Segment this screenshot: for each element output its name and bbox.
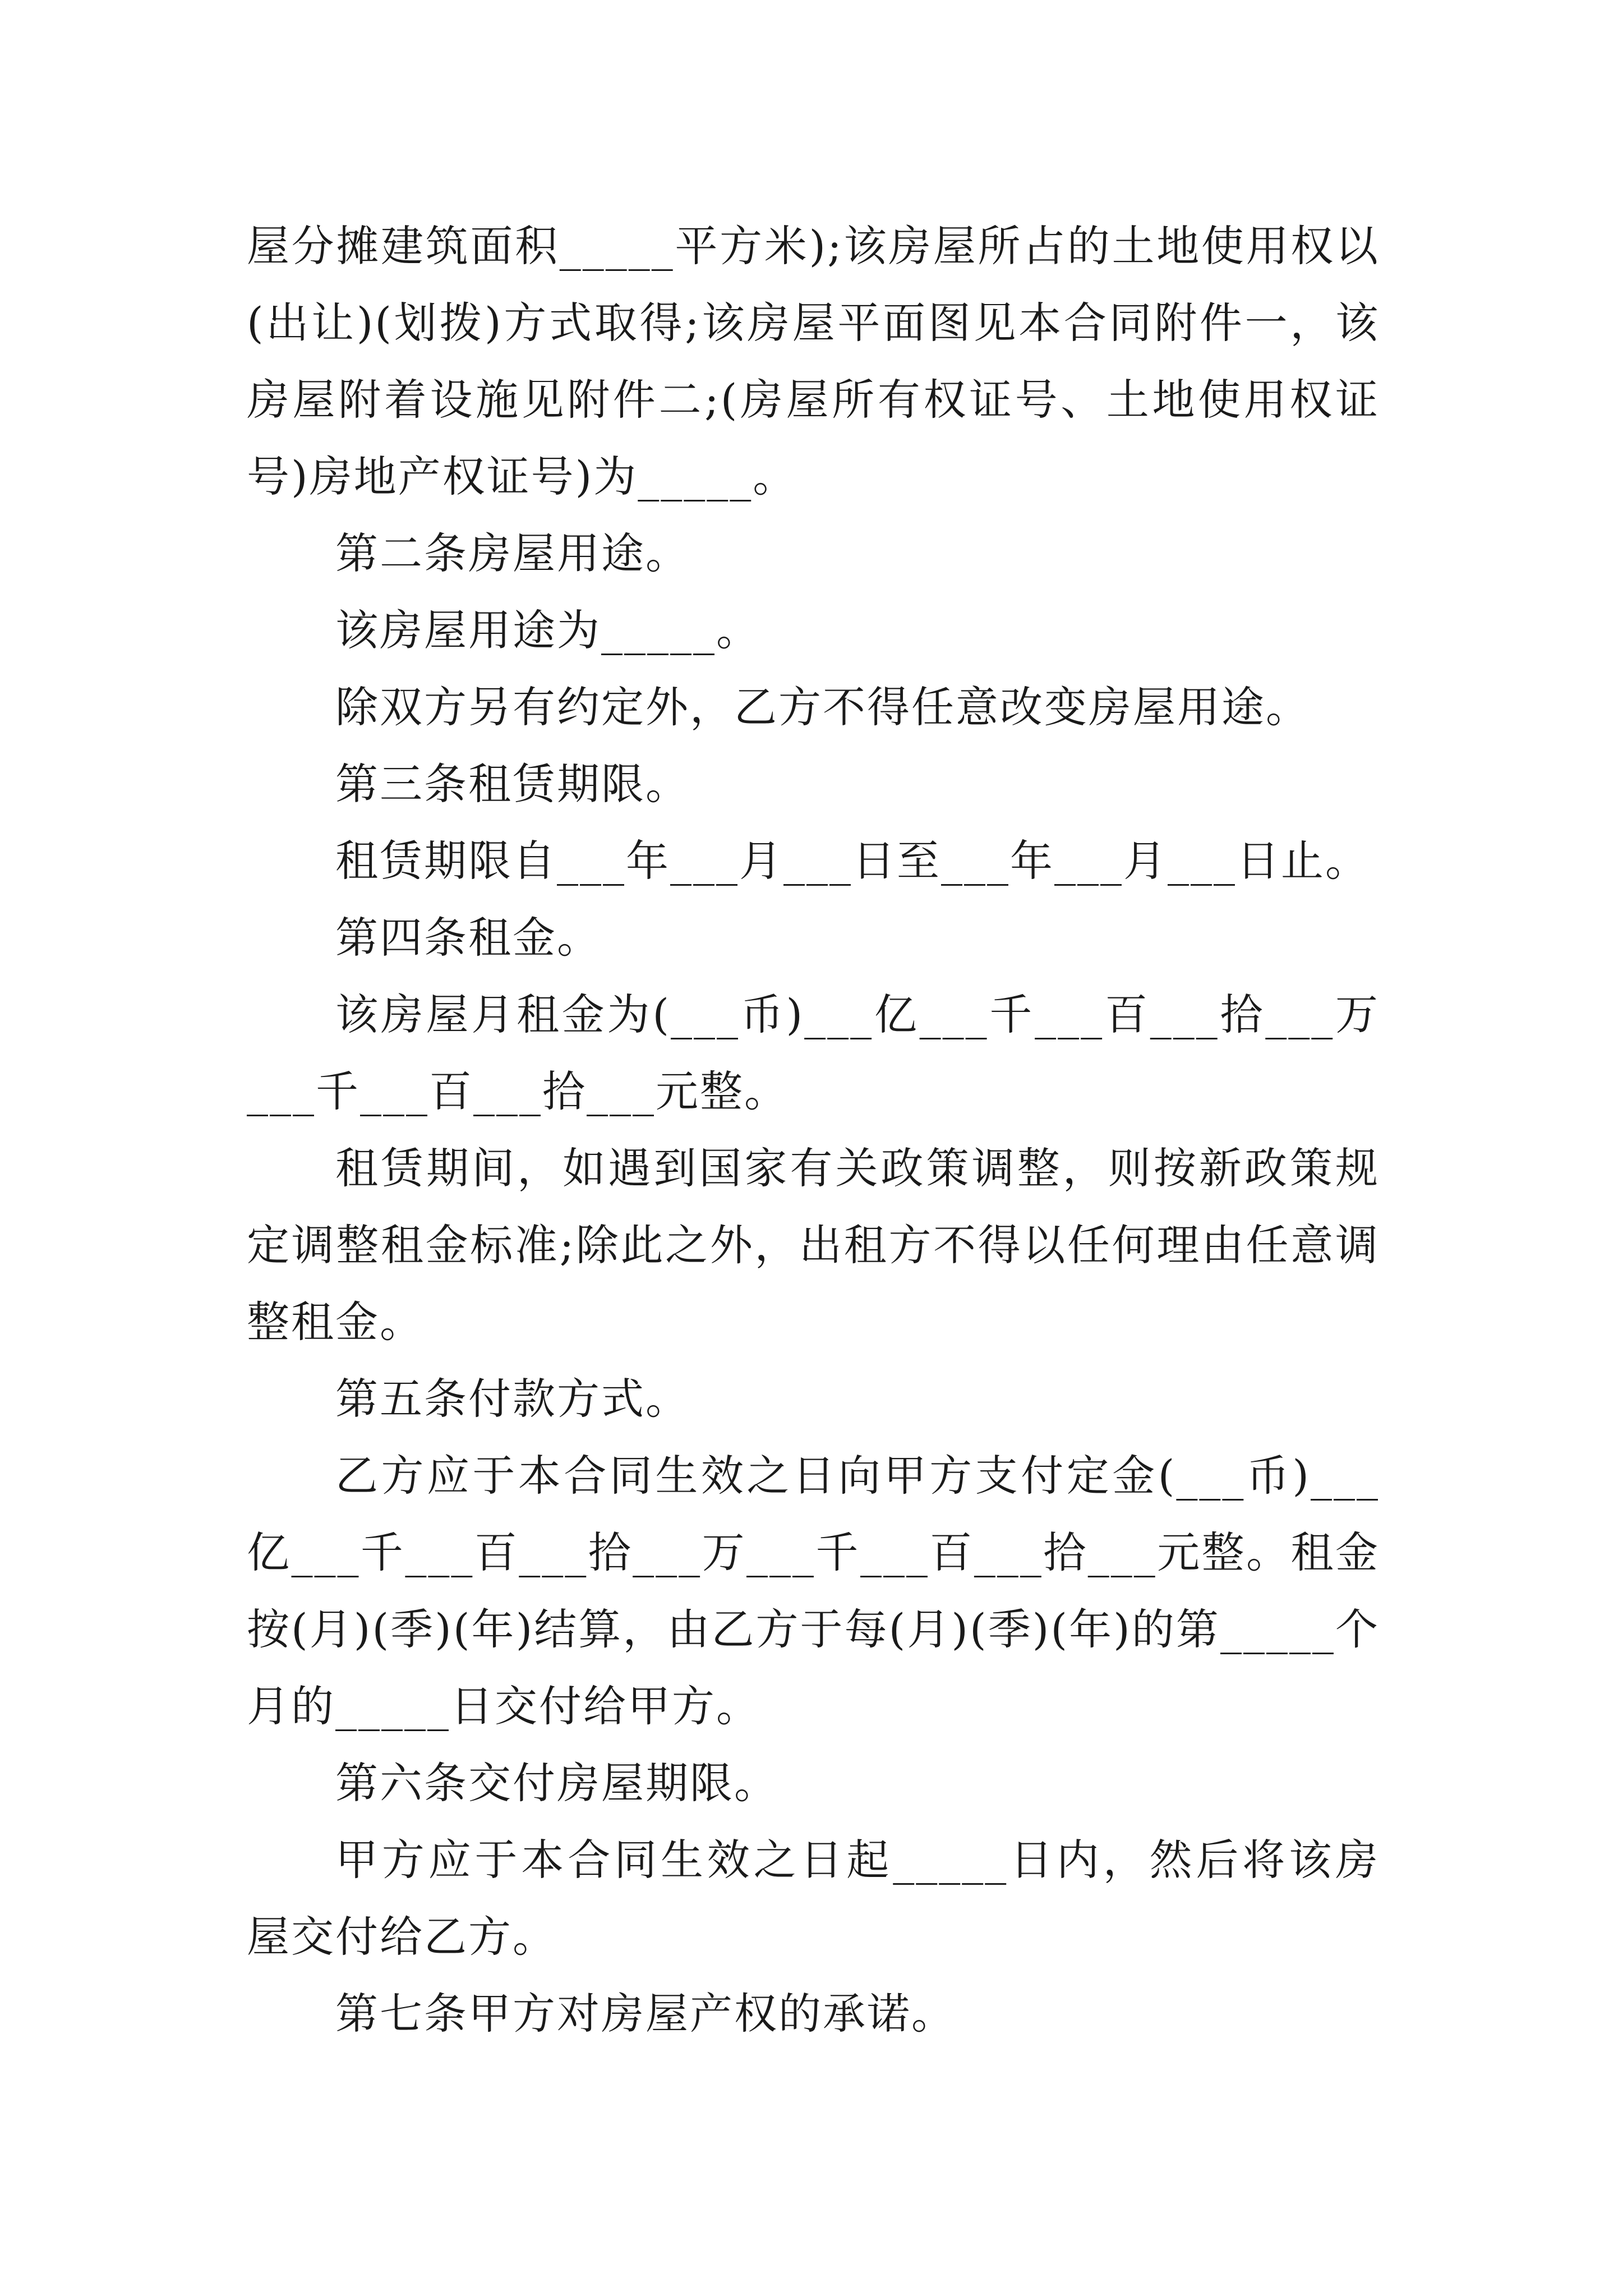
article-3-heading: 第三条租赁期限。 bbox=[335, 759, 690, 809]
paragraph-use-restriction: 除双方另有约定外，乙方不得任意改变房屋用途。 bbox=[335, 682, 1310, 732]
article-7-heading: 第七条甲方对房屋产权的承诺。 bbox=[335, 1989, 956, 2039]
paragraph-1: 屋分摊建筑面积_____平方米);该房屋所占的土地使用权以(出让)(划拨)方式取得;该房屋平面图见本合同附件一，该房屋附着设施见附件二;(房屋所有权证号、土地使用权证号)房地产权证号)为_____。 bbox=[247, 221, 1380, 501]
paragraph-payment: 乙方应于本合同生效之日向甲方支付定金(___币)___亿___千___百___拾___万___千___百___拾___元整。租金按(月)(季)(年)结算，由乙方于每(月)(季)(年)的第_____个月的_____日交付给甲方。 bbox=[247, 1451, 1380, 1731]
article-6-heading: 第六条交付房屋期限。 bbox=[335, 1758, 778, 1808]
article-5-heading: 第五条付款方式。 bbox=[335, 1374, 690, 1424]
article-4-heading: 第四条租金。 bbox=[335, 913, 601, 963]
paragraph-delivery: 甲方应于本合同生效之日起_____日内，然后将该房屋交付给乙方。 bbox=[247, 1835, 1380, 1962]
paragraph-monthly-rent: 该房屋月租金为(___币)___亿___千___百___拾___万___千___百___拾___元整。 bbox=[247, 990, 1380, 1116]
paragraph-house-use: 该房屋用途为_____。 bbox=[335, 605, 760, 655]
paragraph-rent-adjustment: 租赁期间，如遇到国家有关政策调整，则按新政策规定调整租金标准;除此之外，出租方不得以任何理由任意调整租金。 bbox=[247, 1143, 1380, 1347]
article-2-heading: 第二条房屋用途。 bbox=[335, 528, 690, 578]
paragraph-lease-term: 租赁期限自___年___月___日至___年___月___日止。 bbox=[335, 836, 1370, 886]
document-body bbox=[247, 208, 1380, 2052]
